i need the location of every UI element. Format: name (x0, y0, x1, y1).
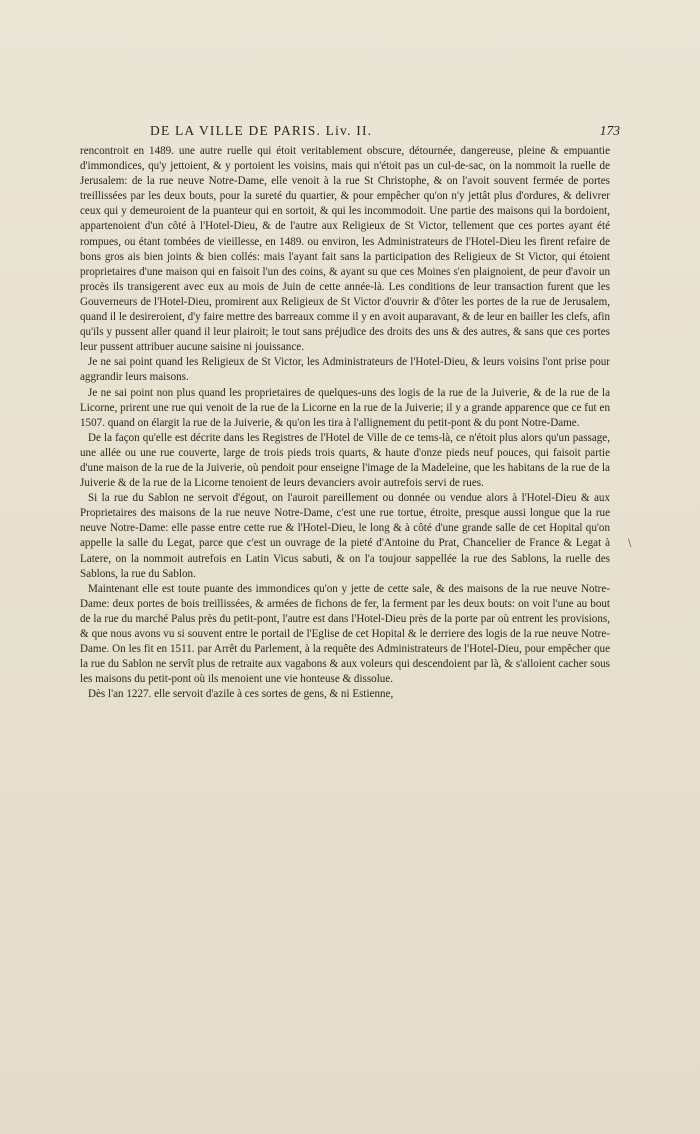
paragraph: Maintenant elle est toute puante des immondices qu'on y jette de cette sale, & des maisons de la rue neuve Notre-Dame: deux portes de bois treillissées, & armées de fichons de fer, la ferment par les deux bouts: on voit l'une au bout de la rue du marché Palus près du petit-pont, l'autre est dans l'Hotel-Dieu près de la porte par où entrent les provisions, & que nous avons vu si souvent entre le portail de l'Eglise de cet Hopital & le derriere des logis de la rue neuve Notre-Dame. On les fit en 1511. par Arrêt du Parlement, à la requête des Administrateurs de l'Hotel-Dieu, pour empêcher que la rue du Sablon ne servît plus de retraite aux vagabons & aux voleurs qui descendoient par là, & s'alloient cacher sous les maisons du petit-pont où ils menoient une vie honteuse & dissolue. (80, 582, 610, 686)
page-header (150, 123, 620, 145)
paragraph: rencontroit en 1489. une autre ruelle qui étoit veritablement obscure, détournée, dangereuse, pleine & empuantie d'immondices, qu'y jettoient, & y portoient les voisins, mais qui n'étoit pas un cul-de-sac, on la nommoit la ruelle de Jerusalem: de la rue neuve Notre-Dame, elle venoit à la rue St Christophe, & on l'avoit souvent fermée de portes treillissées par les deux bouts, pour la sureté du quartier, & pour empêcher qu'on n'y jettât plus d'ordures, & delivrer ceux qui y demeuroient de la puanteur qui en sortoit, & qui les incommodoit. Une partie des maisons qui la bordoient, appartenoient d'un côté à l'Hotel-Dieu, & de l'autre aux Religieux de St Victor, tellement que ces portes ayant été rompues, ou étant tombées de vieillesse, en 1489. ou environ, les Administrateurs de l'Hotel-Dieu les firent refaire de bons gros ais bien joints & bien collés: mais l'ayant fait sans la participation des Religieux de St Victor, qui étoient proprietaires d'une maison qui en faisoit l'un des coins, & ayant su que ces Moines s'en plaignoient, de peur d'avoir un procès ils transigerent avec eux au mois de Juin de cette année-là. Les conditions de leur transaction furent que les Gouverneurs de l'Hotel-Dieu, promirent aux Religieux de St Victor d'ouvrir & d'ôter les portes de la rue de Jerusalem, quand il le desireroient, d'y faire mettre des barreaux comme il y en avoit auparavant, & de leur en bailler les clefs, afin qu'ils y pussent aller quand il leur plairoit; le tout sans préjudice des droits des uns & des autres, & sans que ces portes leur pussent attribuer aucune saisine ni jouissance. (80, 145, 610, 354)
page-number: 173 (599, 123, 620, 138)
paragraph: De la façon qu'elle est décrite dans les Registres de l'Hotel de Ville de ce tems-là, ce n'étoit plus alors qu'un passage, une allée ou une rue couverte, large de trois pieds trois quarts, & haute d'onze pieds neuf pouces, qui faisoit partie d'une maison de la rue de la Juiverie, où pendoit pour enseigne l'image de la Madeleine, que les habitans de la rue de la Juiverie & de la rue de la Licorne tenoient de leurs devanciers avoir autrefois servi de rues. (80, 431, 610, 490)
paragraph: Dès l'an 1227. elle servoit d'azile à ces sortes de gens, & ni Estienne, (88, 688, 394, 701)
paragraph: Je ne sai point quand les Religieux de St Victor, les Administrateurs de l'Hotel-Dieu, & leurs voisins l'ont prise pour aggrandir leurs maisons. (80, 356, 610, 384)
margin-mark: \ (628, 538, 632, 549)
running-title: DE LA VILLE DE PARIS. Liv. II. (150, 123, 373, 138)
paragraph: Je ne sai point non plus quand les proprietaires de quelques-uns des logis de la rue de la Juiverie, & de la rue de la Licorne, prirent une rue qui venoit de la rue de la Licorne en la rue de la Juiverie; il y a grande apparence que ce fut en 1507. quand on élargit la rue de la Juiverie, & qu'on les tira à l'allignement du petit-pont & du pont Notre-Dame. (80, 386, 610, 429)
paragraph: Si la rue du Sablon ne servoit d'égout, on l'auroit pareillement ou donnée ou vendue alors à l'Hotel-Dieu & aux Proprietaires des maisons de la rue neuve Notre-Dame, c'est une rue tortue, étroite, presque aussi longue que la rue neuve Notre-Dame: elle passe entre cette rue & l'Hotel-Dieu, le long & à côté d'une grande salle de cet Hopital qu'on appelle la salle du Legat, parce que c'est un ouvrage de la pieté d'Antoine du Prat, Chancelier de France & Legat à Latere, on la nommoit autrefois en Latin Vicus sabuti, & on l'a toujour sappellée la rue des Sablons, la ruelle des Sablons, la rue du Sablon. (80, 492, 610, 580)
body-text (80, 144, 610, 702)
